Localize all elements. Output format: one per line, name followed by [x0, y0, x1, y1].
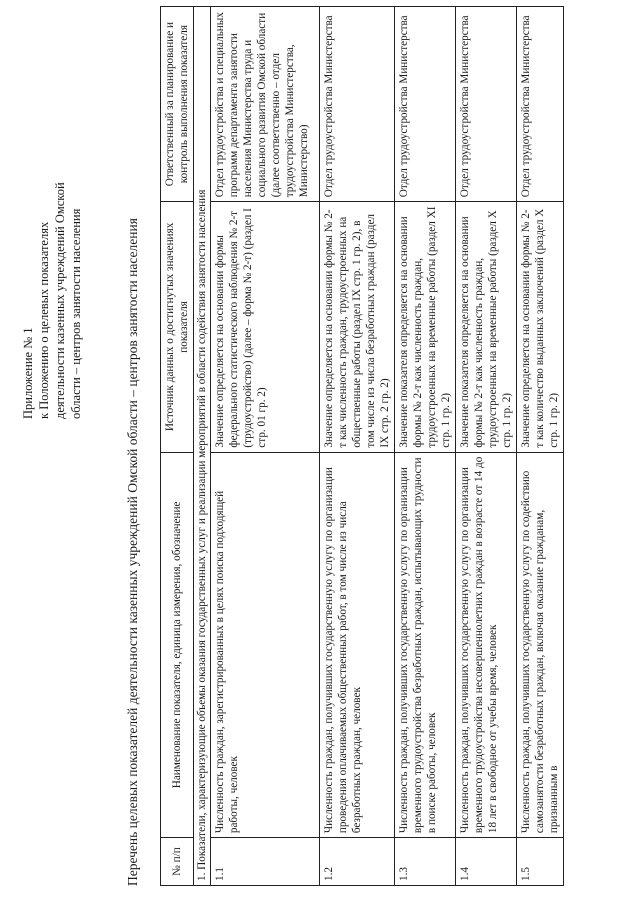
row-source: Значение показателя определяется на основании формы № 2-т как численность граждан, трудоустроенных на временные работы (раздел X стр. 1 гр. 2) — [456, 202, 517, 452]
appendix-line-3: деятельности казенных учреждений Омской — [53, 182, 67, 419]
row-name: Численность граждан, получивших государственную услугу по содействию самозанятости безработных граждан, включая оказание гражданам, признанным в — [517, 452, 564, 837]
header-source: Источник данных о достигнутых значениях показателя — [161, 202, 194, 452]
section-title: 1. Показатели, характеризующие объемы оказания государственных услуг и реализации мероприятий в области содействия занятости населения — [194, 7, 211, 886]
row-num: 1.4 — [456, 838, 517, 886]
table-row — [211, 7, 320, 886]
row-responsible: Отдел трудоустройства и специальных программ департамента занятости населения Министерства труда и социального развития Омской области (далее соответственно – отдел трудоустройства Министерства, Министерство) — [211, 7, 320, 202]
row-responsible: Отдел трудоустройства Министерства — [320, 7, 395, 202]
row-name: Численность граждан, получивших государственную услугу по организации проведения оплачиваемых общественных работ, в том числе из числа безработных граждан, человек — [320, 452, 395, 837]
header-num: № п/п — [161, 838, 194, 886]
table-row — [320, 7, 395, 886]
row-num: 1.2 — [320, 838, 395, 886]
table-row — [395, 7, 456, 886]
row-name: Численность граждан, получивших государственную услугу по организации временного трудоустройства несовершеннолетних граждан в возрасте от 14 до 18 лет в свободное от учебы время, человек — [456, 452, 517, 837]
appendix-note — [20, 0, 84, 419]
table-row — [517, 7, 564, 886]
row-num: 1.3 — [395, 838, 456, 886]
header-name: Наименование показателя, единица измерения, обозначение — [161, 452, 194, 837]
indicators-table — [160, 6, 564, 886]
table-row — [456, 7, 517, 886]
row-name: Численность граждан, зарегистрированных в целях поиска подходящей работы, человек — [211, 452, 320, 837]
appendix-line-1: Приложение № 1 — [21, 327, 35, 419]
header-responsible: Ответственный за планирование и контроль выполнения показателя — [161, 7, 194, 202]
document-title: Перечень целевых показателей деятельности казенных учреждений Омской области – центров занятости населения — [125, 218, 140, 886]
row-source: Значение определяется на основании формы № 2-т как количество выданных заключений (раздел X стр. 1 гр. 2) — [517, 202, 564, 452]
row-responsible: Отдел трудоустройства Министерства — [456, 7, 517, 202]
row-source: Значение определяется на основании формы № 2-т как численность граждан, трудоустроенных на общественные работы (раздел IX стр. 1 гр. 2), в том числе из числа безработных граждан (раздел IX стр. 2 гр. 2) — [320, 202, 395, 452]
row-responsible: Отдел трудоустройства Министерства — [395, 7, 456, 202]
row-source: Значение определяется на основании формы федерального статистического наблюдения № 2-т (трудоустройство) (далее – форма № 2-т) (раздел I стр. 01 гр. 2) — [211, 202, 320, 452]
row-num: 1.5 — [517, 838, 564, 886]
row-name: Численность граждан, получивших государственную услугу по организации временного трудоустройства безработных граждан, испытывающих трудности в поиске работы, человек — [395, 452, 456, 837]
row-source: Значение показателя определяется на основании формы № 2-т как численность граждан, трудоустроенных на временные работы (раздел XI стр. 1 гр. 2) — [395, 202, 456, 452]
row-num: 1.1 — [211, 838, 320, 886]
table-header-row — [161, 7, 194, 886]
section-row — [194, 7, 211, 886]
appendix-line-4: области – центров занятости населения — [69, 208, 83, 419]
appendix-line-2: к Положению о целевых показателях — [37, 221, 51, 419]
row-responsible: Отдел трудоустройства Министерства — [517, 7, 564, 202]
